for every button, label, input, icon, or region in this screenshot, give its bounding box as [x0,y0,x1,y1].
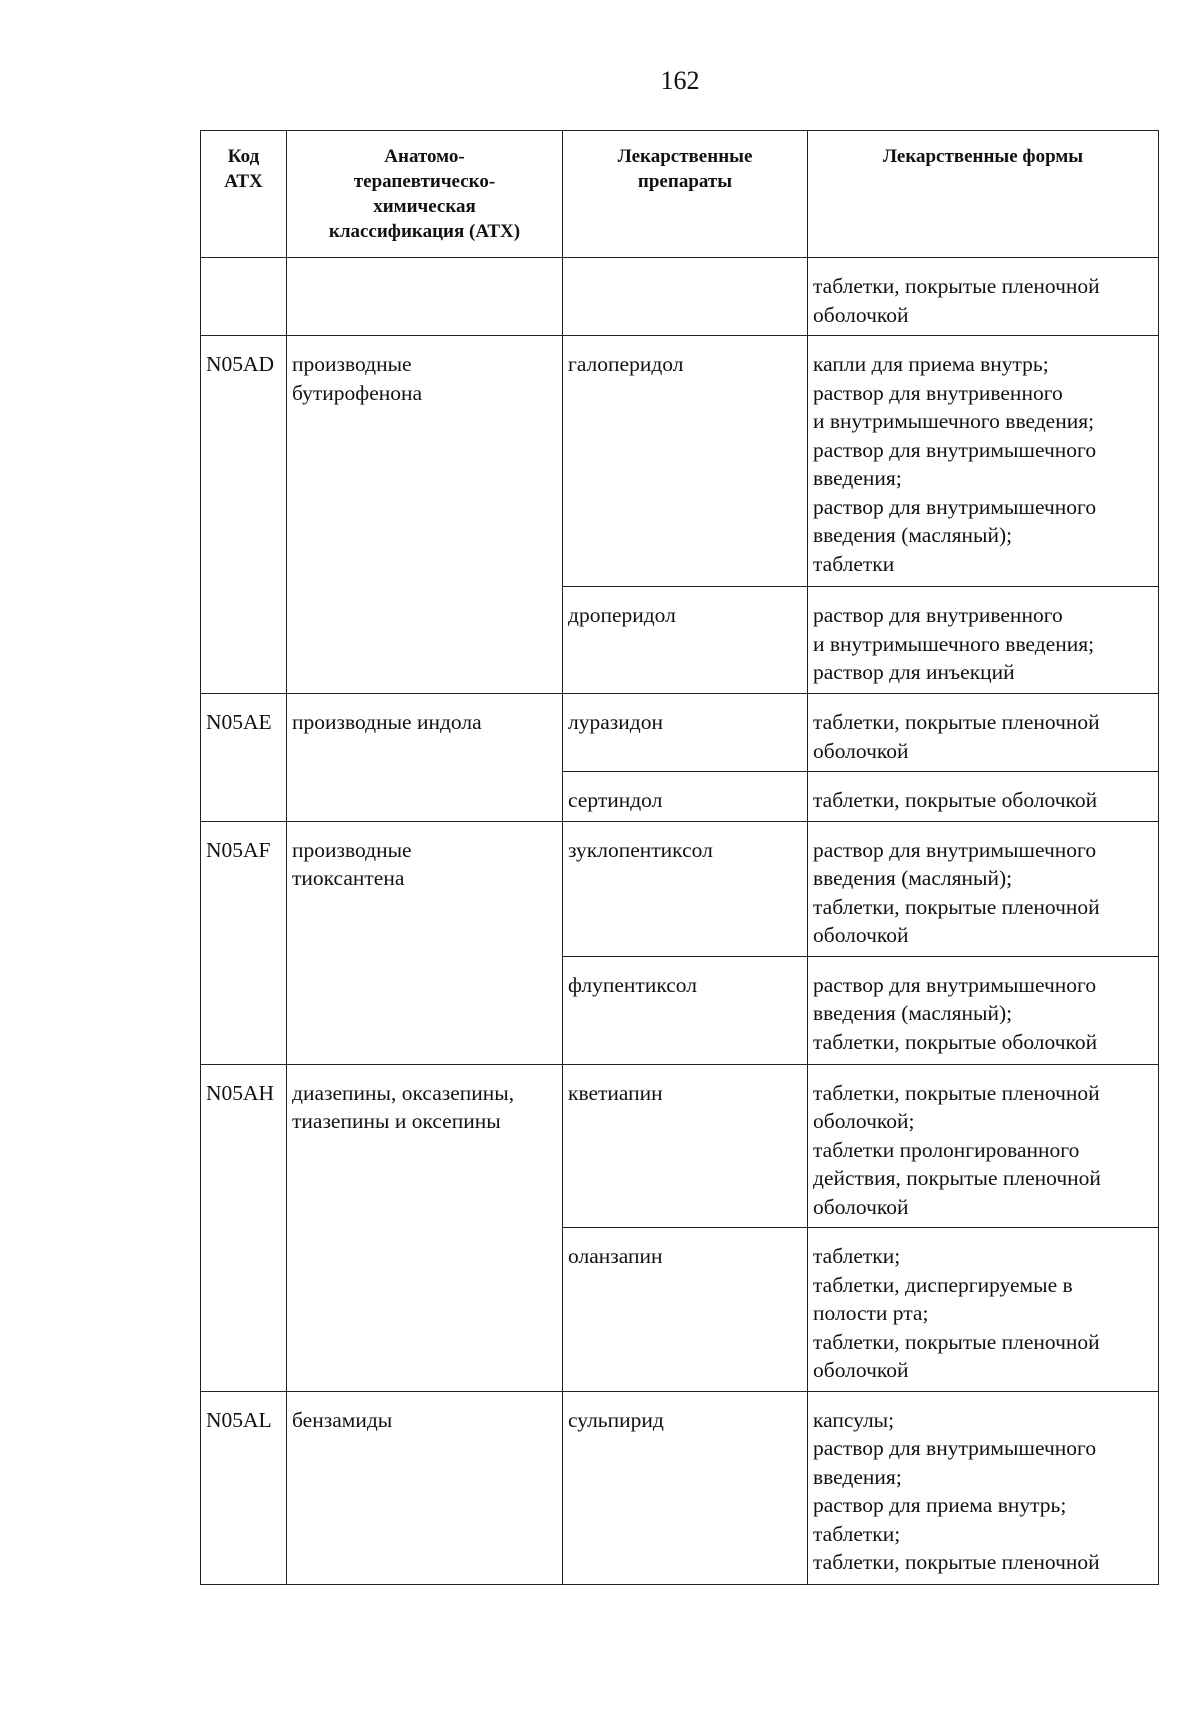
table-row [201,258,1159,336]
cell-classification: производные тиоксантена [287,821,563,1064]
cell-forms: раствор для внутривенного и внутримышечного введения; раствор для инъекций [808,587,1159,694]
cell-forms: таблетки; таблетки, диспергируемые в полости рта; таблетки, покрытые пленочной оболочкой [808,1228,1159,1392]
cell-forms: таблетки, покрытые оболочкой [808,772,1159,822]
cell-forms: раствор для внутримышечного введения (масляный); таблетки, покрытые пленочной оболочкой [808,821,1159,956]
table-header-row [201,131,1159,258]
cell-drug: флупентиксол [563,956,808,1064]
cell-forms: таблетки, покрытые пленочной оболочкой [808,694,1159,772]
cell-code: N05AL [201,1391,287,1584]
cell-classification: производные индола [287,694,563,822]
cell-code: N05AH [201,1064,287,1391]
table-row [201,1391,1159,1584]
cell-classification: производные бутирофенона [287,336,563,694]
cell-forms: капсулы; раствор для внутримышечного введения; раствор для приема внутрь; таблетки; таблетки, покрытые пленочной [808,1391,1159,1584]
cell-drug: луразидон [563,694,808,772]
table-row [201,1064,1159,1228]
cell-code: N05AD [201,336,287,694]
table-row [201,336,1159,587]
cell-forms: таблетки, покрытые пленочной оболочкой; таблетки пролонгированного действия, покрытые пленочной оболочкой [808,1064,1159,1228]
atx-drug-table [200,130,1159,1585]
cell-classification: диазепины, оксазепины, тиазепины и оксепины [287,1064,563,1391]
cell-drug: зуклопентиксол [563,821,808,956]
header-forms: Лекарственные формы [808,131,1159,258]
cell-drug: галоперидол [563,336,808,587]
cell-classification [287,258,563,336]
cell-drug: оланзапин [563,1228,808,1392]
cell-forms: таблетки, покрытые пленочной оболочкой [808,258,1159,336]
cell-drug: сульпирид [563,1391,808,1584]
cell-code [201,258,287,336]
cell-forms: капли для приема внутрь; раствор для внутривенного и внутримышечного введения; раствор для внутримышечного введения; раствор для внутримышечного введения (масляный); таблетки [808,336,1159,587]
cell-classification: бензамиды [287,1391,563,1584]
header-drugs: Лекарственные препараты [563,131,808,258]
table-row [201,694,1159,772]
table-row [201,821,1159,956]
header-classification: Анатомо- терапевтическо- химическая классификация (АТХ) [287,131,563,258]
cell-drug: кветиапин [563,1064,808,1228]
cell-code: N05AF [201,821,287,1064]
page-number: 162 [660,66,700,95]
cell-drug: дроперидол [563,587,808,694]
cell-drug [563,258,808,336]
cell-code: N05AE [201,694,287,822]
cell-forms: раствор для внутримышечного введения (масляный); таблетки, покрытые оболочкой [808,956,1159,1064]
cell-drug: сертиндол [563,772,808,822]
header-code: Код АТХ [201,131,287,258]
